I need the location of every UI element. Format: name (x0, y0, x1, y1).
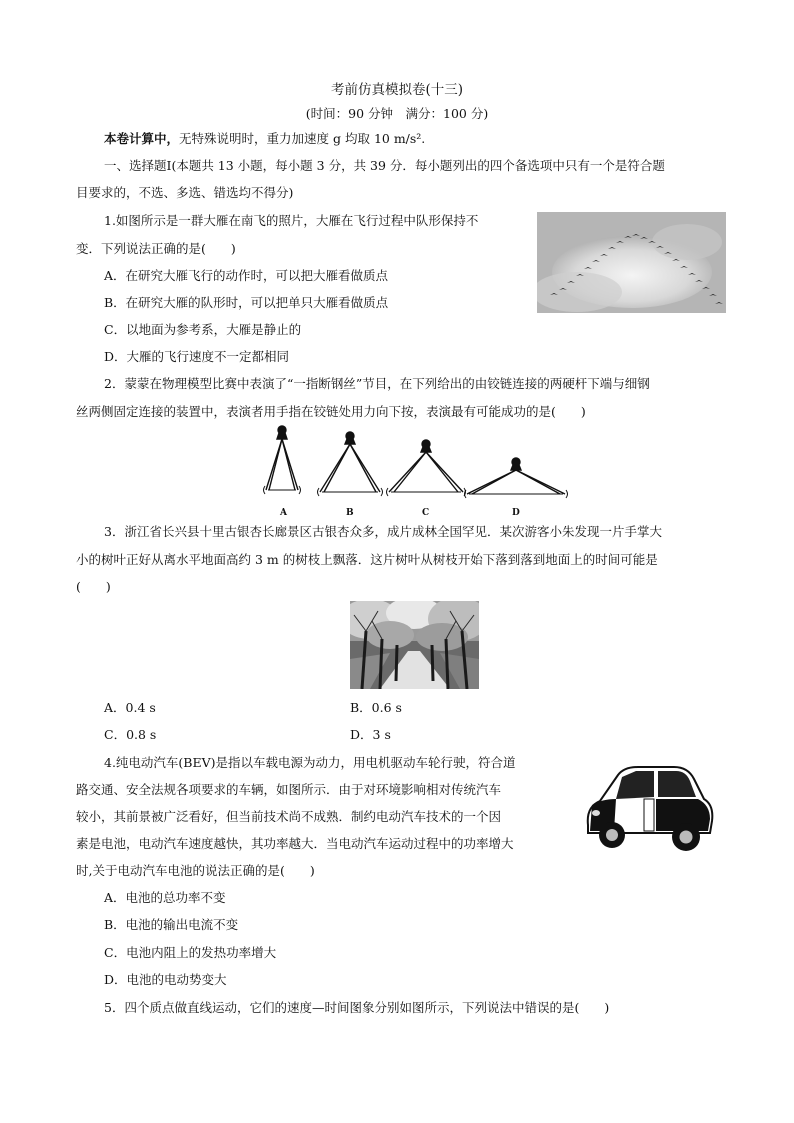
q5-line1: 5．四个质点做直线运动，它们的速度—时间图象分别如图所示，下列说法中错误的是( ) (104, 1000, 610, 1015)
q1-option-a: A．在研究大雁飞行的动作时，可以把大雁看做质点 (104, 268, 389, 283)
diagram-label-d: D (512, 508, 520, 518)
diagram-c (387, 440, 466, 496)
diagram-b (318, 432, 383, 496)
q1-line1: 1.如图所示是一群大雁在南飞的照片，大雁在飞行过程中队形保持不 (104, 213, 479, 228)
q3-option-a: A．0.4 s (104, 700, 156, 715)
q4-line5: 时,关于电动汽车电池的说法正确的是( ) (76, 863, 315, 878)
ginkgo-photo (350, 601, 479, 689)
q3-line3: ( ) (76, 579, 111, 594)
page-title: 考前仿真模拟卷(十三) (330, 82, 464, 98)
electric-car-image (578, 755, 716, 855)
exam-note-rest: 无特殊说明时，重力加速度 g 均取 10 m/s². (179, 131, 426, 146)
q3-option-b: B．0.6 s (350, 700, 402, 715)
q3-option-d: D．3 s (350, 727, 391, 742)
q4-line2: 路交通、安全法规各项要求的车辆，如图所示．由于对环境影响相对传统汽车 (76, 782, 502, 797)
q1-option-b: B．在研究大雁的队形时，可以把单只大雁看做质点 (104, 295, 389, 310)
q2-line1: 2．蒙蒙在物理模型比赛中表演了“一指断钢丝”节目，在下列给出的由铰链连接的两硬杆下端与细钢 (104, 376, 650, 391)
q4-option-b: B．电池的输出电流不变 (104, 917, 239, 932)
exam-note (104, 131, 425, 147)
q1-line2: 变．下列说法正确的是( ) (76, 241, 236, 256)
q1-option-d: D．大雁的飞行速度不一定都相同 (104, 349, 290, 364)
q3-line2: 小的树叶正好从离水平地面高约 3 m 的树枝上飘落．这片树叶从树枝开始下落到落到地面上的时间可能是 (76, 552, 658, 567)
page-subtitle: (时间：90 分钟 满分：100 分) (305, 106, 489, 121)
q4-option-a: A．电池的总功率不变 (104, 890, 226, 905)
diagram-label-a: A (280, 508, 287, 518)
q2-line2: 丝两侧固定连接的装置中，表演者用手指在铰链处用力向下按，表演最有可能成功的是( ) (76, 404, 586, 419)
q4-option-c: C．电池内阻上的发热功率增大 (104, 945, 277, 960)
exam-note-bold: 本卷计算中， (104, 131, 180, 146)
section1-line2: 目要求的，不选、多选、错选均不得分) (76, 185, 294, 200)
section1-line1: 一、选择题Ⅰ(本题共 13 小题，每小题 3 分，共 39 分．每小题列出的四个备选项中只有一个是符合题 (104, 158, 665, 173)
hinge-diagrams (260, 422, 575, 516)
q4-line1: 4.纯电动汽车(BEV)是指以车载电源为动力，用电机驱动车轮行驶，符合道 (104, 755, 516, 770)
q4-line3: 较小，其前景被广泛看好，但当前技术尚不成熟．制约电动汽车技术的一个因 (76, 809, 502, 824)
diagram-label-c: C (422, 508, 430, 518)
geese-photo (537, 212, 726, 313)
q3-option-c: C．0.8 s (104, 727, 157, 742)
q1-option-c: C．以地面为参考系，大雁是静止的 (104, 322, 302, 337)
diagram-d (465, 458, 568, 498)
q4-option-d: D．电池的电动势变大 (104, 972, 227, 987)
diagram-a (264, 426, 301, 494)
diagram-label-b: B (346, 508, 354, 518)
q3-line1: 3．浙江省长兴县十里古银杏长廊景区古银杏众多，成片成林全国罕见．某次游客小朱发现一片手掌大 (104, 524, 662, 539)
q4-line4: 素是电池，电动汽车速度越快，其功率越大．当电动汽车运动过程中的功率增大 (76, 836, 514, 851)
